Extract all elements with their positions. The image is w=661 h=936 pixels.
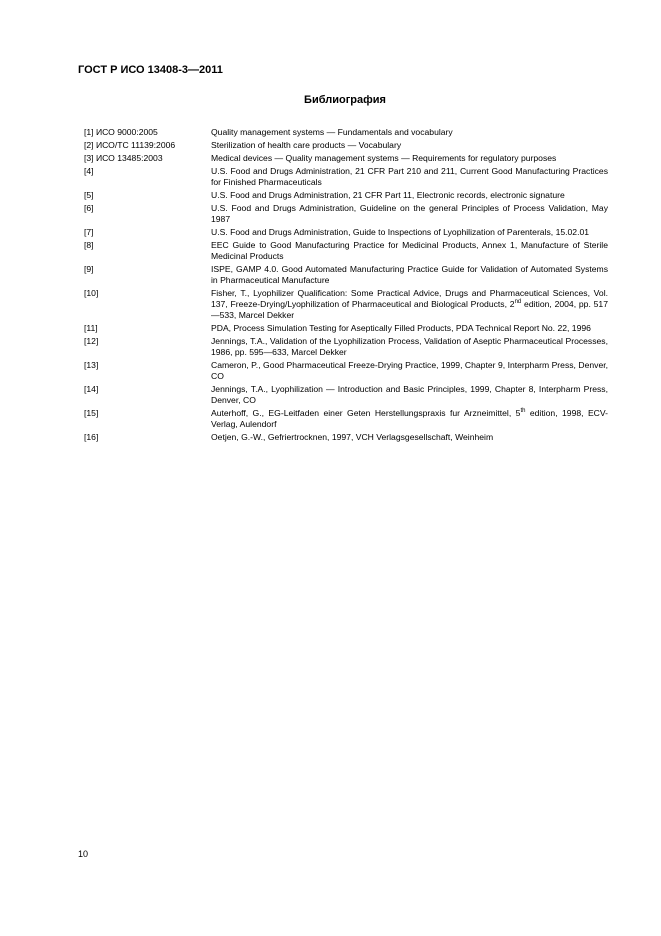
reference-text: EEC Guide to Good Manufacturing Practice for Medicinal Products, Annex 1, Manufacture of Sterile Medicinal Products: [211, 240, 608, 261]
bibliography-title: Библиография: [304, 94, 386, 106]
reference-label: [4]: [84, 166, 94, 176]
ordinal-suffix: nd: [514, 299, 522, 306]
reference-item: [84, 227, 608, 238]
reference-text: [211, 408, 608, 430]
reference-text: Jennings, T.A., Lyophilization — Introduction and Basic Principles, 1999, Chapter 8, Interpharm Press, Denver, CO: [211, 384, 608, 405]
reference-item: [84, 127, 608, 138]
reference-text: Oetjen, G.-W., Gefriertrocknen, 1997, VCH Verlagsgesellschaft, Weinheim: [211, 432, 494, 442]
reference-item: [84, 408, 608, 430]
reference-label: [5]: [84, 190, 94, 200]
edition-number: 2: [506, 299, 515, 309]
reference-item: [84, 323, 608, 334]
reference-label: [16]: [84, 432, 99, 442]
reference-label: [2] ИСО/ТС 11139:2006: [84, 140, 176, 150]
reference-text: Quality management systems — Fundamentals and vocabulary: [211, 127, 453, 137]
reference-label: [15]: [84, 408, 99, 418]
reference-text: U.S. Food and Drugs Administration, 21 CFR Part 11, Electronic records, electronic signature: [211, 190, 565, 200]
reference-label: [8]: [84, 240, 94, 250]
reference-label: [14]: [84, 384, 99, 394]
reference-item: [84, 203, 608, 225]
reference-item: [84, 166, 608, 188]
reference-item: [84, 240, 608, 262]
reference-label: [7]: [84, 227, 94, 237]
reference-item: [84, 288, 608, 321]
reference-item: [84, 264, 608, 286]
reference-item: [84, 190, 608, 201]
reference-label: [3] ИСО 13485:2003: [84, 153, 163, 163]
reference-label: [9]: [84, 264, 94, 274]
ordinal-suffix: th: [520, 408, 526, 415]
reference-text-tail: edition, 2004, pp. 517—533, Marcel Dekker: [211, 299, 608, 320]
reference-label: [6]: [84, 203, 94, 213]
reference-text: U.S. Food and Drugs Administration, Guide to Inspections of Lyophilization of Parenterals, 15.02.01: [211, 227, 590, 237]
reference-text: Cameron, P., Good Pharmaceutical Freeze-Drying Practice, 1999, Chapter 9, Interpharm Press, Denver, CO: [211, 360, 608, 381]
reference-text: Sterilization of health care products — Vocabulary: [211, 140, 402, 150]
reference-text: Jennings, T.A., Validation of the Lyophilization Process, Validation of Aseptic Pharmaceutical Processes, 1986, pp. 595—633, Marcel Dekker: [211, 336, 608, 357]
reference-text-tail: edition, 1998, ECV-Verlag, Aulendorf: [211, 408, 609, 429]
reference-label: [11]: [84, 323, 98, 333]
reference-item: [84, 384, 608, 406]
reference-item: [84, 153, 608, 164]
reference-item: [84, 360, 608, 382]
reference-text: U.S. Food and Drugs Administration, Guideline on the general Principles of Process Validation, May 1987: [211, 203, 608, 224]
reference-item: [84, 336, 608, 358]
reference-item: [84, 432, 608, 443]
reference-text-main: Fisher, T., Lyophilizer Qualification: Some Practical Advice, Drugs and Pharmaceutical Sciences, Vol. 137, Freeze-Drying/Lyophilization of Pharmaceutical and Biological Products,: [211, 288, 608, 309]
document-header: ГОСТ Р ИСО 13408-3—2011: [78, 64, 223, 76]
page-number: 10: [78, 849, 89, 859]
reference-label: [12]: [84, 336, 99, 346]
reference-label: [1] ИСО 9000:2005: [84, 127, 158, 137]
reference-text-main: Auterhoff, G., EG-Leitfaden einer Geten Herstellungspraxis fur Arzneimittel,: [211, 408, 512, 418]
bibliography-list: [84, 127, 608, 445]
reference-text: Medical devices — Quality management systems — Requirements for regulatory purposes: [211, 153, 557, 163]
reference-text: U.S. Food and Drugs Administration, 21 CFR Part 210 and 211, Current Good Manufacturing Practices for Finished Pharmaceuticals: [211, 166, 608, 187]
edition-number: 5: [511, 408, 521, 418]
reference-label: [13]: [84, 360, 99, 370]
reference-text: [211, 288, 608, 321]
reference-item: [84, 140, 608, 151]
reference-text: PDA, Process Simulation Testing for Aseptically Filled Products, PDA Technical Report No. 22, 1996: [211, 323, 591, 333]
reference-text: ISPE, GAMP 4.0. Good Automated Manufacturing Practice Guide for Validation of Automated Systems in Pharmaceutical Manufacture: [211, 264, 608, 285]
reference-label: [10]: [84, 288, 99, 298]
